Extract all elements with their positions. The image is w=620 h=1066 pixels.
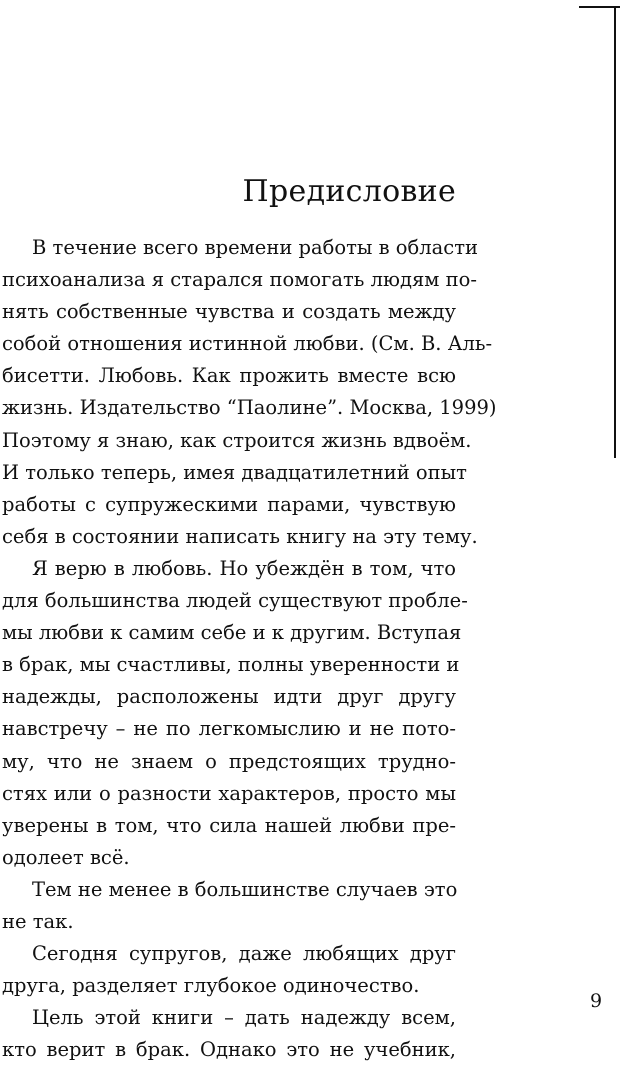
text-line: работы с супружескими парами, чувствую <box>2 492 456 516</box>
text-line: И только теперь, имея двадцатилетний опыт <box>2 460 467 484</box>
corner-rule-side <box>614 6 616 458</box>
text-line: В течение всего времени работы в области <box>32 236 478 259</box>
text-line: стях или о разности характеров, просто мы <box>2 781 456 805</box>
text-line: одолеет всё. <box>2 845 130 869</box>
text-line: Сегодня супругов, даже любящих друг <box>32 942 456 966</box>
text-line: для большинства людей существуют пробле- <box>2 589 468 613</box>
text-line: навстречу – не по легкомыслию и не пото- <box>2 717 456 741</box>
text-line: Поэтому я знаю, как строится жизнь вдвоём. <box>2 428 472 452</box>
text-line: жизнь. Издательство “Паолине”. Москва, 1999) <box>2 396 497 420</box>
text-line: Я верю в любовь. Но убеждён в том, что <box>32 556 456 580</box>
text-line: мы любви к самим себе и к другим. Вступая <box>2 621 462 645</box>
text-line: собой отношения истинной любви. (См. В. Аль- <box>2 332 493 356</box>
text-line: друга, разделяет глубокое одиночество. <box>2 974 420 998</box>
text-line: уверены в том, что сила нашей любви пре- <box>2 813 456 837</box>
chapter-title: Предисловие <box>242 174 456 209</box>
text-line: психоанализа я старался помогать людям по- <box>2 268 477 292</box>
text-line: кто верит в брак. Однако это не учебник, <box>2 1038 456 1062</box>
text-line: бисетти. Любовь. Как прожить вместе всю <box>2 364 456 388</box>
text-line: себя в состоянии написать книгу на эту тему. <box>2 524 478 548</box>
text-line: Цель этой книги – дать надежду всем, <box>32 1006 456 1030</box>
text-line: надежды, расположены идти друг другу <box>2 685 456 709</box>
body-text <box>2 232 497 1066</box>
text-line: в брак, мы счастливы, полны уверенности и <box>2 653 460 677</box>
page-number: 9 <box>590 990 603 1012</box>
text-line: му, что не знаем о предстоящих трудно- <box>2 749 456 773</box>
text-line: не так. <box>2 909 74 933</box>
text-line: Тем не менее в большинстве случаев это <box>32 877 458 901</box>
text-line: нять собственные чувства и создать между <box>2 300 456 324</box>
